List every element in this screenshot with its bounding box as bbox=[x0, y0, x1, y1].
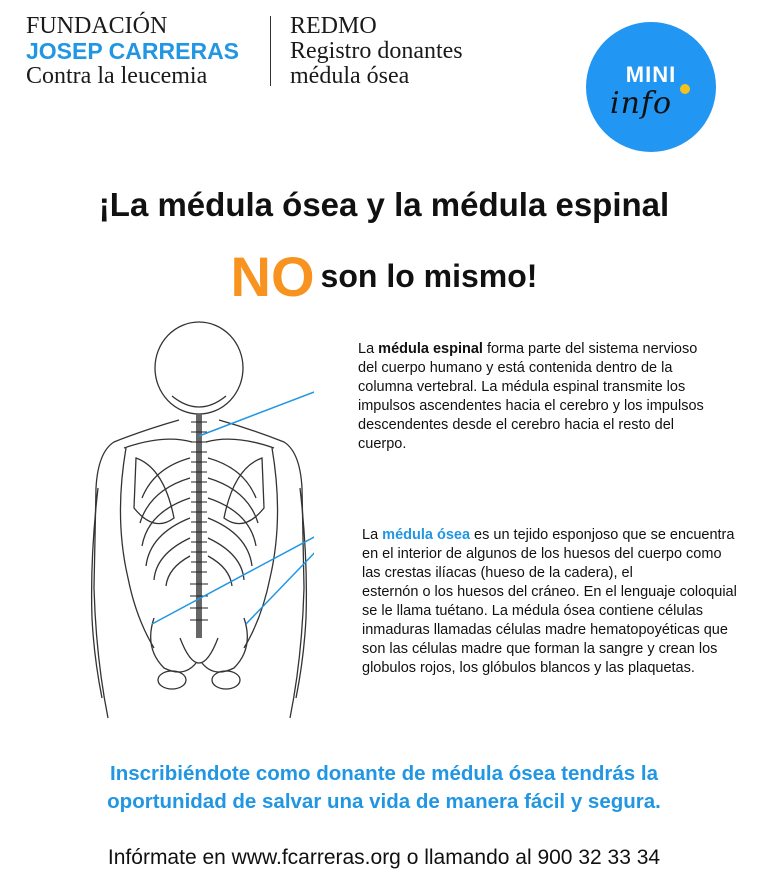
subheadline-rest: son lo mismo! bbox=[320, 258, 538, 294]
redmo-logo-text bbox=[290, 14, 463, 89]
no-emphasis: NO bbox=[230, 245, 315, 308]
osea-paragraph bbox=[362, 526, 740, 678]
osea-body-1: es un tejido esponjoso que se encuentra en el interior de algunos de los huesos del cuerpo como las crestas ilíacas (hueso de la cadera), el bbox=[362, 527, 735, 581]
osea-pre: La bbox=[362, 527, 383, 543]
redmo-line-1: REDMO bbox=[290, 13, 377, 39]
skeleton-back-illustration bbox=[84, 318, 314, 738]
redmo-line-2: Registro donantes bbox=[290, 38, 463, 64]
call-to-action bbox=[0, 760, 768, 816]
subheadline bbox=[0, 244, 768, 309]
espinal-pre: La bbox=[358, 341, 379, 357]
cta-line-2: oportunidad de salvar una vida de manera fácil y segura. bbox=[107, 790, 661, 813]
header-divider bbox=[270, 16, 271, 86]
badge-info-text: info bbox=[610, 86, 673, 121]
headline: ¡La médula ósea y la médula espinal bbox=[98, 186, 670, 223]
osea-term: médula ósea bbox=[382, 527, 471, 543]
fundacion-logo-text bbox=[26, 14, 239, 89]
mini-info-badge bbox=[586, 22, 716, 152]
espinal-term: médula espinal bbox=[378, 341, 483, 357]
espinal-paragraph bbox=[358, 340, 718, 454]
badge-dot bbox=[680, 84, 690, 94]
badge-mini-text: MINI bbox=[625, 62, 677, 87]
contact-footer: Infórmate en www.fcarreras.org o llamando al 900 32 33 34 bbox=[107, 846, 661, 869]
cta-line-1: Inscribiéndote como donante de médula ósea tendrás la bbox=[110, 762, 658, 785]
org-line-3: Contra la leucemia bbox=[26, 63, 208, 89]
redmo-line-3: médula ósea bbox=[290, 63, 410, 89]
espinal-body: forma parte del sistema nervioso del cuerpo humano y está contenida dentro de la columna vertebral. La médula espinal transmite los impulsos ascendentes hacia el cerebro y los impulsos descendentes desde el cerebro hacia el resto del cuerpo. bbox=[358, 341, 704, 452]
org-line-2: JOSEP CARRERAS bbox=[26, 38, 240, 64]
org-line-1: FUNDACIÓN bbox=[26, 13, 168, 39]
osea-body-2: esternón o los huesos del cráneo. En el lenguaje coloquial se le llama tuétano. La médula ósea contiene células inmaduras llamadas células madre hematopoyéticas que son las células madre que forman la sangre y crean los globulos rojos, los glóbulos blancos y las plaquetas. bbox=[362, 584, 737, 676]
